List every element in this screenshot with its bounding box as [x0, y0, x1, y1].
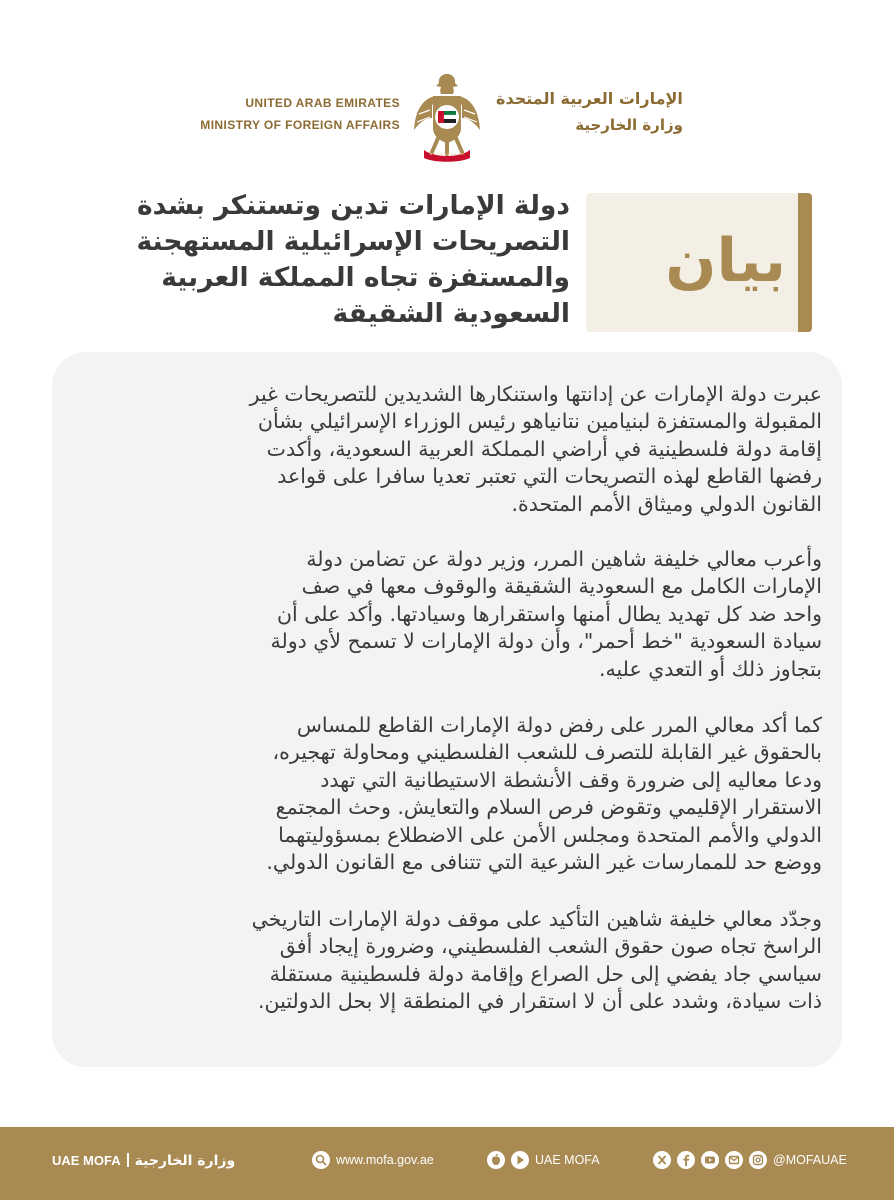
body-line: المقبولة والمستفزة لبنيامين نتانياهو رئيس الوزراء الإسرائيلي بشأن [257, 409, 822, 434]
facebook-icon[interactable] [677, 1151, 695, 1169]
instagram-icon[interactable] [749, 1151, 767, 1169]
body-line: ذات سيادة، وشدد على أن لا استقرار في المنطقة إلا بحل الدولتين. [258, 989, 822, 1014]
search-icon [312, 1151, 330, 1169]
ministry-name-english [200, 92, 400, 136]
youtube-icon[interactable] [701, 1151, 719, 1169]
body-line: ودعا معاليه إلى ضرورة وقف الأنشطة الاستيطانية التي تهدد [320, 767, 822, 792]
ministry-name-en: MINISTRY OF FOREIGN AFFAIRS [200, 118, 400, 132]
body-line: إقامة دولة فلسطينية في أراضي المملكة العربية السعودية، وأكدت [266, 436, 822, 461]
body-line: واحد ضد كل تهديد يطال أمنها واستقرارها وسيادتها. وأكد على أن [276, 601, 822, 626]
body-line: رفضها القاطع لهذه التصريحات التي تعتبر تعديا سافرا على قواعد [277, 464, 822, 489]
body-line: سيادة السعودية "خط أحمر"، وأن دولة الإمارات لا تسمح لأي دولة [270, 629, 822, 654]
x-twitter-icon[interactable] [653, 1151, 671, 1169]
uae-falcon-emblem-icon [412, 70, 482, 165]
body-line: الإمارات الكامل مع السعودية الشقيقة والوقوف معها في صف [301, 574, 822, 599]
body-line: الاستقرار الإقليمي وتقوض فرص السلام والتعايش. وحث المجتمع [275, 795, 822, 820]
website-link[interactable] [312, 1151, 434, 1169]
body-line: سياسي جاد يفضي إلى حل الصراع وإقامة دولة فلسطينية مستقلة [269, 961, 822, 986]
body-line: الراسخ تجاه صون حقوق الشعب الفلسطيني، وضرورة إيجاد أفق [279, 934, 822, 959]
divider [127, 1153, 129, 1167]
body-line: وجدّد معالي خليفة شاهين التأكيد على موقف دولة الإمارات التاريخي [251, 907, 822, 931]
statement-title [110, 188, 570, 332]
brand-en: UAE MOFA [52, 1153, 121, 1168]
app-name: UAE MOFA [535, 1153, 600, 1167]
country-name-en: UNITED ARAB EMIRATES [245, 96, 400, 110]
title-line: التصريحات الإسرائيلية المستهجنة [136, 226, 570, 257]
statement-tag [586, 193, 812, 332]
body-line: عبرت دولة الإمارات عن إدانتها واستنكارها الشديدين للتصريحات غير [249, 382, 822, 406]
country-name-ar: الإمارات العربية المتحدة [496, 89, 683, 108]
paragraph-2 [102, 546, 822, 683]
statement-label: بيان [665, 226, 786, 296]
body-line: بالحقوق غير القابلة للتصرف للشعب الفلسطيني ومحاولة تهجيره، [272, 740, 822, 765]
title-line: السعودية الشقيقة [332, 298, 570, 329]
ministry-name-ar: وزارة الخارجية [575, 116, 683, 134]
title-line: دولة الإمارات تدين وتستنكر بشدة [137, 190, 570, 221]
apple-icon [487, 1151, 505, 1169]
title-line: والمستفزة تجاه المملكة العربية [161, 262, 570, 293]
social-handle: @MOFAUAE [773, 1153, 847, 1167]
brand-ar: وزارة الخارجية [134, 1153, 236, 1169]
email-icon[interactable] [725, 1151, 743, 1169]
body-line: الدولي والأمم المتحدة ومجلس الأمن على الاضطلاع بمسؤوليتهما [278, 822, 822, 847]
ministry-name-arabic [496, 86, 683, 138]
letterhead [0, 0, 894, 180]
body-line: القانون الدولي وميثاق الأمم المتحدة. [511, 491, 822, 516]
paragraph-3 [102, 712, 822, 876]
body-line: وأعرب معالي خليفة شاهين المرر، وزير دولة عن تضامن دولة [306, 547, 822, 571]
tag-accent-bar [798, 193, 812, 332]
body-line: ووضع حد للممارسات غير الشرعية التي تتنافى مع القانون الدولي. [266, 850, 822, 875]
social-links[interactable] [653, 1151, 847, 1169]
body-line: بتجاوز ذلك أو التعدي عليه. [598, 656, 822, 681]
footer-brand [52, 1153, 235, 1169]
app-link[interactable] [487, 1151, 600, 1169]
body-line: كما أكد معالي المرر على رفض دولة الإمارات القاطع للمساس [296, 713, 822, 737]
paragraph-4 [102, 906, 822, 1016]
paragraph-1 [102, 381, 822, 518]
website-url: www.mofa.gov.ae [336, 1153, 434, 1167]
google-play-icon [511, 1151, 529, 1169]
footer-bar [0, 1127, 894, 1200]
